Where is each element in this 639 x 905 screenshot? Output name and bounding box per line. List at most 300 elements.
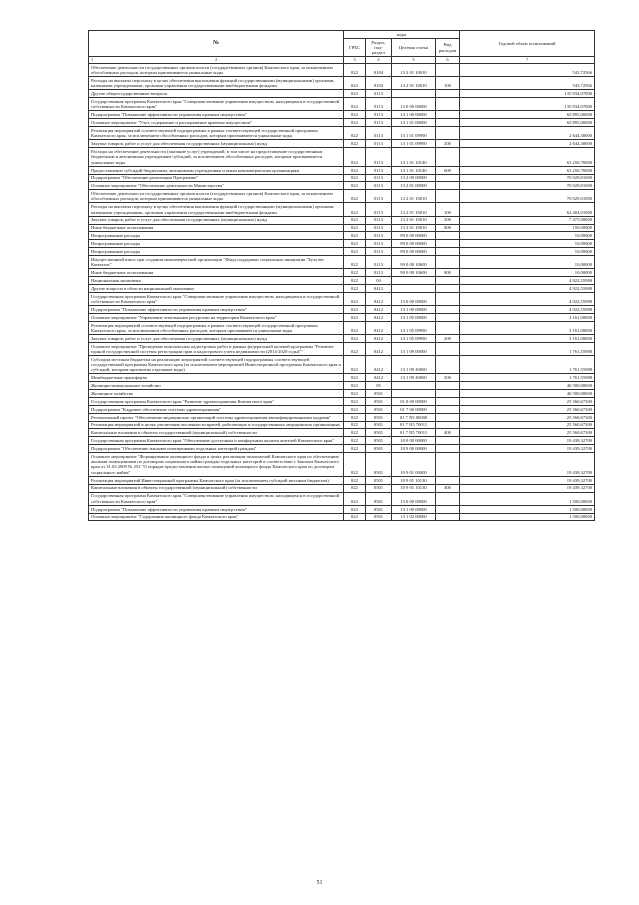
table-row (89, 119, 595, 127)
row-grbs-cell: 822 (344, 313, 366, 321)
row-amount-cell: 10,00000 (460, 232, 595, 240)
row-target-article-cell: 13 1 01 09990 (392, 127, 436, 140)
row-grbs-cell: 822 (344, 174, 366, 182)
row-grbs-cell: 822 (344, 334, 366, 342)
row-grbs-cell: 822 (344, 166, 366, 174)
table-row (89, 203, 595, 216)
table-row (89, 313, 595, 321)
table-row (89, 232, 595, 240)
row-grbs-cell: 822 (344, 182, 366, 190)
row-grbs-cell: 822 (344, 390, 366, 398)
row-section-cell: 0412 (366, 305, 392, 313)
row-target-article-cell: 99 0 00 00000 (392, 248, 436, 256)
row-amount-cell: 1 500,00000 (460, 513, 595, 521)
row-expense-type-cell (436, 277, 460, 285)
row-name-cell: Реализация мероприятий Инвестиционной программы Камчатского края (за исключением субсидий местным бюджетам) (89, 476, 344, 484)
row-expense-type-cell (436, 405, 460, 413)
row-target-article-cell: 13 2 01 00000 (392, 182, 436, 190)
row-section-cell: 0104 (366, 77, 392, 90)
row-grbs-cell: 822 (344, 240, 366, 248)
row-grbs-cell: 822 (344, 513, 366, 521)
row-grbs-cell: 822 (344, 429, 366, 437)
column-number-name (89, 57, 344, 64)
row-name-cell: Государственная программа Камчатского края "Совершенствование управления имуществом, находящимся в государственной собственности Камчатского края" (89, 98, 344, 111)
table-row (89, 190, 595, 203)
row-amount-cell: 1 500,00000 (460, 492, 595, 505)
table-row (89, 355, 595, 373)
row-name-cell: Другие общегосударственные вопросы (89, 90, 344, 98)
row-name-cell: Государственная программа Камчатского края "Обеспечение доступным и комфортным жильем жителей Камчатского края" (89, 437, 344, 445)
row-section-cell: 0113 (366, 148, 392, 166)
table-row (89, 429, 595, 437)
header-column-numbers (89, 57, 595, 64)
row-target-article-cell: 13 1 00 00000 (392, 505, 436, 513)
row-expense-type-cell: 800 (436, 224, 460, 232)
row-section-cell: 0113 (366, 98, 392, 111)
row-section-cell: 0113 (366, 174, 392, 182)
row-expense-type-cell (436, 256, 460, 269)
row-amount-cell: 3 161,00000 (460, 321, 595, 334)
row-name-cell: Непрограммные расходы (89, 232, 344, 240)
header-expense-type: Вид расходов (436, 38, 460, 56)
row-amount-cell: 19 439,32700 (460, 445, 595, 453)
header-number: № (89, 31, 344, 57)
row-name-cell: Подпрограмма "Повышение эффективности управления краевым имуществом" (89, 305, 344, 313)
header-section: Раздел, под-раздел (366, 38, 392, 56)
row-amount-cell: 3 161,00000 (460, 334, 595, 342)
row-grbs-cell: 822 (344, 90, 366, 98)
row-expense-type-cell (436, 505, 460, 513)
row-section-cell: 0113 (366, 140, 392, 148)
row-target-article-cell: 13 2 01 10010 (392, 190, 436, 203)
row-name-cell: Предоставление субсидий бюджетным, автономным учреждениям и иным некоммерческим организациям (89, 166, 344, 174)
row-expense-type-cell: 200 (436, 216, 460, 224)
table-row (89, 182, 595, 190)
row-target-article-cell: 10 0 00 00000 (392, 437, 436, 445)
row-target-article-cell: 10 9 01 10130 (392, 484, 436, 492)
row-grbs-cell: 822 (344, 190, 366, 203)
row-expense-type-cell (436, 445, 460, 453)
row-target-article-cell: 99 0 00 10600 (392, 256, 436, 269)
table-row (89, 140, 595, 148)
table-row (89, 342, 595, 355)
table-row (89, 390, 595, 398)
row-expense-type-cell (436, 232, 460, 240)
row-amount-cell: 135 934,07000 (460, 90, 595, 98)
row-name-cell: Иные бюджетные ассигнования (89, 224, 344, 232)
row-target-article-cell (392, 90, 436, 98)
row-grbs-cell: 822 (344, 216, 366, 224)
header-codes: коды (344, 31, 460, 39)
row-amount-cell: 1 761,55988 (460, 342, 595, 355)
row-expense-type-cell (436, 313, 460, 321)
row-target-article-cell: 13 1 09 00000 (392, 342, 436, 355)
row-amount-cell: 19 439,32700 (460, 484, 595, 492)
row-grbs-cell: 822 (344, 203, 366, 216)
row-section-cell: 0113 (366, 166, 392, 174)
row-section-cell: 0501 (366, 421, 392, 429)
row-expense-type-cell (436, 174, 460, 182)
row-section-cell: 0113 (366, 111, 392, 119)
row-grbs-cell: 822 (344, 284, 366, 292)
table-row (89, 248, 595, 256)
table-row (89, 166, 595, 174)
row-amount-cell: 10,00000 (460, 269, 595, 277)
row-section-cell: 0113 (366, 119, 392, 127)
row-name-cell: Расходы на выплаты персоналу в целях обеспечения выполнения функций государственными (муниципальными) органами, казенными учреждениями, органами управления государственными внебюджетными фондами (89, 77, 344, 90)
row-grbs-cell: 822 (344, 421, 366, 429)
table-row (89, 397, 595, 405)
row-amount-cell: 25 560,67300 (460, 405, 595, 413)
row-name-cell: Национальная экономика (89, 277, 344, 285)
row-amount-cell: 4 922,55988 (460, 292, 595, 305)
table-row (89, 492, 595, 505)
row-grbs-cell: 822 (344, 148, 366, 166)
row-target-article-cell: 13 1 01 10140 (392, 166, 436, 174)
row-section-cell: 0412 (366, 313, 392, 321)
row-name-cell: Межбюджетные трансферты (89, 374, 344, 382)
row-name-cell: Основное мероприятие "Содержание жилищного фонда Камчатского края" (89, 513, 344, 521)
row-expense-type-cell (436, 248, 460, 256)
row-expense-type-cell (436, 476, 460, 484)
row-target-article-cell: 13 1 02 00000 (392, 513, 436, 521)
row-expense-type-cell: 400 (436, 484, 460, 492)
column-number: 5 (392, 57, 436, 64)
row-section-cell: 05 (366, 382, 392, 390)
row-name-cell: Подпрограмма "Обеспечение жилыми помещениями отдельных категорий граждан" (89, 445, 344, 453)
row-target-article-cell: 13 1 05 09990 (392, 334, 436, 342)
table-row (89, 405, 595, 413)
row-amount-cell: 19 439,32700 (460, 476, 595, 484)
row-grbs-cell: 822 (344, 453, 366, 477)
row-section-cell: 0113 (366, 190, 392, 203)
row-amount-cell: 543,72566 (460, 64, 595, 77)
row-grbs-cell: 822 (344, 492, 366, 505)
table-row (89, 148, 595, 166)
row-name-cell: Основное мероприятие "Обеспечение деятельности Министерства" (89, 182, 344, 190)
row-target-article-cell: 10 9 00 00000 (392, 445, 436, 453)
row-grbs-cell: 822 (344, 382, 366, 390)
row-grbs-cell: 822 (344, 77, 366, 90)
table-row (89, 505, 595, 513)
row-grbs-cell: 822 (344, 342, 366, 355)
row-grbs-cell: 822 (344, 140, 366, 148)
table-row (89, 216, 595, 224)
row-name-cell: Основное мероприятие "Управление земельными ресурсами на территории Камчатского края" (89, 313, 344, 321)
row-target-article-cell: 13 0 00 00000 (392, 292, 436, 305)
row-expense-type-cell (436, 342, 460, 355)
table-row (89, 240, 595, 248)
row-expense-type-cell (436, 437, 460, 445)
row-section-cell: 04 (366, 277, 392, 285)
row-section-cell: 0412 (366, 342, 392, 355)
row-expense-type-cell (436, 182, 460, 190)
row-amount-cell: 135 934,07000 (460, 98, 595, 111)
row-amount-cell: 70 029,01000 (460, 174, 595, 182)
row-section-cell: 0501 (366, 492, 392, 505)
table-row (89, 513, 595, 521)
row-target-article-cell: 13 2 01 10010 (392, 77, 436, 90)
row-target-article-cell: 99 0 00 10600 (392, 269, 436, 277)
row-amount-cell: 63 250,76000 (460, 148, 595, 166)
row-section-cell: 0113 (366, 216, 392, 224)
row-expense-type-cell (436, 321, 460, 334)
table-row (89, 382, 595, 390)
row-expense-type-cell: 400 (436, 429, 460, 437)
row-grbs-cell: 822 (344, 405, 366, 413)
row-amount-cell: 10,00000 (460, 240, 595, 248)
row-name-cell: Иные бюджетные ассигнования (89, 269, 344, 277)
row-section-cell: 0412 (366, 374, 392, 382)
header-grbs: ГРБС (344, 38, 366, 56)
header-target-article: Целевая статья (392, 38, 436, 56)
row-name-cell: Реализация мероприятий в целях увеличения численности врачей, работающих в государственных медицинских организациях (89, 421, 344, 429)
row-amount-cell: 4 922,55988 (460, 284, 595, 292)
table-row (89, 127, 595, 140)
row-target-article-cell: 99 0 00 00000 (392, 240, 436, 248)
row-amount-cell: 543,72566 (460, 77, 595, 90)
row-target-article-cell: 13 1 00 00000 (392, 111, 436, 119)
row-target-article-cell: 13 2 01 10010 (392, 216, 436, 224)
row-amount-cell: 25 560,67300 (460, 429, 595, 437)
row-amount-cell: 70 029,01000 (460, 190, 595, 203)
row-name-cell: Капитальные вложения в объекты государственной (муниципальной) собственности (89, 429, 344, 437)
row-name-cell: Жилищно-коммунальное хозяйство (89, 382, 344, 390)
row-name-cell: Закупка товаров, работ и услуг для обеспечения государственных (муниципальных) нужд (89, 216, 344, 224)
row-name-cell: Государственная программа Камчатского края "Совершенствование управления имуществом, находящимся в государственной собственности Камчатского края" (89, 292, 344, 305)
row-section-cell: 0501 (366, 476, 392, 484)
row-section-cell: 0412 (366, 334, 392, 342)
row-grbs-cell: 822 (344, 476, 366, 484)
row-name-cell: Реализация мероприятий соответствующей подпрограммы в рамках соответствующей государственной программы Камчатского края, за исключением обособленных расходов, которым присваиваются уникальные коды (89, 321, 344, 334)
row-expense-type-cell: 100 (436, 203, 460, 216)
row-name-cell: Региональный проект "Обеспечение медицинских организаций системы здравоохранения квалифицированными кадрами" (89, 413, 344, 421)
row-section-cell: 0412 (366, 284, 392, 292)
row-expense-type-cell (436, 292, 460, 305)
row-expense-type-cell (436, 492, 460, 505)
row-expense-type-cell (436, 111, 460, 119)
table-row (89, 437, 595, 445)
row-grbs-cell: 822 (344, 292, 366, 305)
row-name-cell: Основное мероприятие "Формирование жилищного фонда в целях реализации полномочий Камчатского края по обеспечению жилыми помещениями по договорам социального найма граждан отдельных категорий в соответствии с Законом Камчатского края от 31.03.2009 № 253 "О порядке предоставления жилых помещений жилищного фонда Камчатского края по договорам социального найма" (89, 453, 344, 477)
row-expense-type-cell (436, 413, 460, 421)
row-section-cell: 0501 (366, 429, 392, 437)
row-expense-type-cell (436, 453, 460, 477)
row-target-article-cell (392, 277, 436, 285)
row-expense-type-cell (436, 240, 460, 248)
row-expense-type-cell: 800 (436, 269, 460, 277)
row-expense-type-cell: 200 (436, 334, 460, 342)
table-row (89, 98, 595, 111)
row-amount-cell: 3 161,00000 (460, 313, 595, 321)
row-amount-cell: 2 644,30000 (460, 140, 595, 148)
row-expense-type-cell (436, 284, 460, 292)
page-number: 51 (316, 880, 323, 886)
table-row (89, 284, 595, 292)
row-section-cell: 0412 (366, 355, 392, 373)
row-amount-cell: 46 500,00000 (460, 390, 595, 398)
row-name-cell: Основное мероприятие "Проведение комплексных кадастровых работ в рамках федеральной целевой программы "Развитие единой государственной системы регистрации прав и кадастрового учета недвижимости (2014-2020 годы)"" (89, 342, 344, 355)
row-section-cell: 0501 (366, 413, 392, 421)
table-body (89, 64, 595, 521)
row-grbs-cell: 822 (344, 445, 366, 453)
column-number: 6 (436, 57, 460, 64)
row-target-article-cell: 13 0 00 00000 (392, 492, 436, 505)
row-target-article-cell (392, 284, 436, 292)
header-annual-amount: Годовой объем ассигнований (460, 31, 595, 57)
table-row (89, 292, 595, 305)
row-target-article-cell: 13 1 01 10140 (392, 148, 436, 166)
row-amount-cell: 1 761,55988 (460, 355, 595, 373)
row-grbs-cell: 822 (344, 232, 366, 240)
row-section-cell: 0113 (366, 256, 392, 269)
row-expense-type-cell (436, 148, 460, 166)
row-amount-cell: 1 500,00000 (460, 505, 595, 513)
row-name-cell: Подпрограмма "Кадровое обеспечение системы здравоохранения" (89, 405, 344, 413)
table-row (89, 64, 595, 77)
row-amount-cell: 25 560,67300 (460, 413, 595, 421)
table-row (89, 277, 595, 285)
row-target-article-cell: 13 0 00 00000 (392, 98, 436, 111)
row-section-cell: 0501 (366, 513, 392, 521)
column-number: 4 (366, 57, 392, 64)
row-target-article-cell: 13 1 05 00000 (392, 313, 436, 321)
row-target-article-cell: 10 9 01 00000 (392, 453, 436, 477)
row-grbs-cell: 822 (344, 64, 366, 77)
row-expense-type-cell: 100 (436, 77, 460, 90)
table-row (89, 305, 595, 313)
row-amount-cell: 4 922,55988 (460, 277, 595, 285)
row-grbs-cell: 822 (344, 119, 366, 127)
row-target-article-cell: 13 1 09 40060 (392, 355, 436, 373)
table-row (89, 453, 595, 477)
row-grbs-cell: 822 (344, 256, 366, 269)
row-target-article-cell: 01 7 N5 70011 (392, 421, 436, 429)
row-section-cell: 0113 (366, 232, 392, 240)
row-name-cell: Жилищное хозяйство (89, 390, 344, 398)
row-target-article-cell: 13 1 00 00000 (392, 305, 436, 313)
row-name-cell: Обеспечение деятельности государственных органов власти (государственных органов) Камчатского края, за исключением обособленных расходов, которым присваиваются уникальные коды (89, 190, 344, 203)
table-row (89, 256, 595, 269)
row-name-cell: Закупка товаров, работ и услуг для обеспечения государственных (муниципальных) нужд (89, 140, 344, 148)
row-target-article-cell: 13 2 01 10010 (392, 64, 436, 77)
row-section-cell: 0501 (366, 505, 392, 513)
row-section-cell: 0501 (366, 405, 392, 413)
table-row (89, 374, 595, 382)
row-expense-type-cell: 600 (436, 166, 460, 174)
row-amount-cell: 10,00000 (460, 256, 595, 269)
row-section-cell: 0412 (366, 321, 392, 334)
row-name-cell: Подпрограмма "Обеспечение реализации Программы" (89, 174, 344, 182)
row-expense-type-cell (436, 397, 460, 405)
row-section-cell: 0113 (366, 248, 392, 256)
budget-table (88, 30, 595, 521)
row-amount-cell: 63 250,76000 (460, 166, 595, 174)
row-grbs-cell: 822 (344, 224, 366, 232)
table-row (89, 445, 595, 453)
table-row (89, 77, 595, 90)
row-section-cell: 0113 (366, 240, 392, 248)
row-grbs-cell: 822 (344, 305, 366, 313)
row-grbs-cell: 822 (344, 98, 366, 111)
table-row (89, 174, 595, 182)
row-section-cell: 0501 (366, 453, 392, 477)
row-target-article-cell: 13 1 01 00000 (392, 119, 436, 127)
table-row (89, 90, 595, 98)
row-target-article-cell (392, 390, 436, 398)
row-grbs-cell: 822 (344, 248, 366, 256)
row-grbs-cell: 822 (344, 269, 366, 277)
row-amount-cell: 46 500,00000 (460, 382, 595, 390)
table-row (89, 224, 595, 232)
row-expense-type-cell (436, 390, 460, 398)
row-grbs-cell: 822 (344, 413, 366, 421)
row-amount-cell: 65 895,06000 (460, 111, 595, 119)
table-row (89, 476, 595, 484)
row-expense-type-cell (436, 305, 460, 313)
row-name-cell: Обеспечение деятельности государственных органов власти (государственных органов) Камчатского края, за исключением обособленных расходов, которым присваиваются уникальные коды (89, 64, 344, 77)
row-section-cell: 0113 (366, 224, 392, 232)
row-amount-cell: 70 029,01000 (460, 182, 595, 190)
table-row (89, 111, 595, 119)
row-name-cell: Субсидии местным бюджетам на реализацию мероприятий соответствующей подпрограммы соответствующей государственной программы Камчатского края (за исключением мероприятий Инвестиционной программы Камчатского края и субсидий, которым присвоены отдельные коды) (89, 355, 344, 373)
row-amount-cell: 2 644,30000 (460, 127, 595, 140)
row-target-article-cell: 01 7 00 00000 (392, 405, 436, 413)
row-grbs-cell: 822 (344, 127, 366, 140)
row-amount-cell: 65 895,06000 (460, 119, 595, 127)
row-target-article-cell: 99 0 00 00000 (392, 232, 436, 240)
row-expense-type-cell (436, 90, 460, 98)
row-target-article-cell: 13 2 01 10010 (392, 224, 436, 232)
row-grbs-cell: 822 (344, 484, 366, 492)
row-grbs-cell: 822 (344, 111, 366, 119)
row-name-cell: Другие вопросы в области национальной экономики (89, 284, 344, 292)
row-amount-cell: 4 922,55988 (460, 305, 595, 313)
row-expense-type-cell (436, 64, 460, 77)
row-amount-cell: 19 439,32700 (460, 453, 595, 477)
row-expense-type-cell (436, 127, 460, 140)
row-amount-cell: 7 475,00000 (460, 216, 595, 224)
row-grbs-cell: 822 (344, 437, 366, 445)
row-section-cell: 0113 (366, 127, 392, 140)
row-expense-type-cell (436, 190, 460, 203)
row-name-cell: Государственная программа Камчатского края "Совершенствование управления имуществом, находящимся в государственной собственности Камчатского края" (89, 492, 344, 505)
table-row (89, 321, 595, 334)
row-section-cell: 0412 (366, 292, 392, 305)
row-target-article-cell: 01 0 00 00000 (392, 397, 436, 405)
row-grbs-cell: 822 (344, 374, 366, 382)
column-number: 1 (91, 56, 94, 62)
row-name-cell: Подпрограмма "Повышение эффективности управления краевым имуществом" (89, 111, 344, 119)
row-name-cell: Государственная программа Камчатского края "Развитие здравоохранения Камчатского края" (89, 397, 344, 405)
row-target-article-cell: 13 1 05 09990 (392, 321, 436, 334)
row-target-article-cell: 13 1 01 09990 (392, 140, 436, 148)
row-expense-type-cell (436, 513, 460, 521)
row-target-article-cell: 13 2 01 10010 (392, 203, 436, 216)
row-amount-cell: 10,00000 (460, 248, 595, 256)
row-section-cell: 0501 (366, 437, 392, 445)
row-section-cell: 0501 (366, 397, 392, 405)
row-name-cell: Расходы на обеспечение деятельности (оказание услуг) учреждений, в том числе на предоставление государственным бюджетным и автономным учреждениям субсидий, за исключением обособленных расходов, которым присваиваются уникальные коды (89, 148, 344, 166)
row-target-article-cell: 13 1 09 40060 (392, 374, 436, 382)
row-section-cell: 0113 (366, 182, 392, 190)
row-name-cell: Капитальные вложения в объекты государственной (муниципальной) собственности (89, 484, 344, 492)
row-name-cell: Непрограммные расходы (89, 240, 344, 248)
row-name-cell: Основное мероприятие "Учет, содержание и распоряжение краевым имуществом" (89, 119, 344, 127)
table-row (89, 421, 595, 429)
row-target-article-cell: 01 7 N5 00000 (392, 413, 436, 421)
row-amount-cell: 62 404,01000 (460, 203, 595, 216)
